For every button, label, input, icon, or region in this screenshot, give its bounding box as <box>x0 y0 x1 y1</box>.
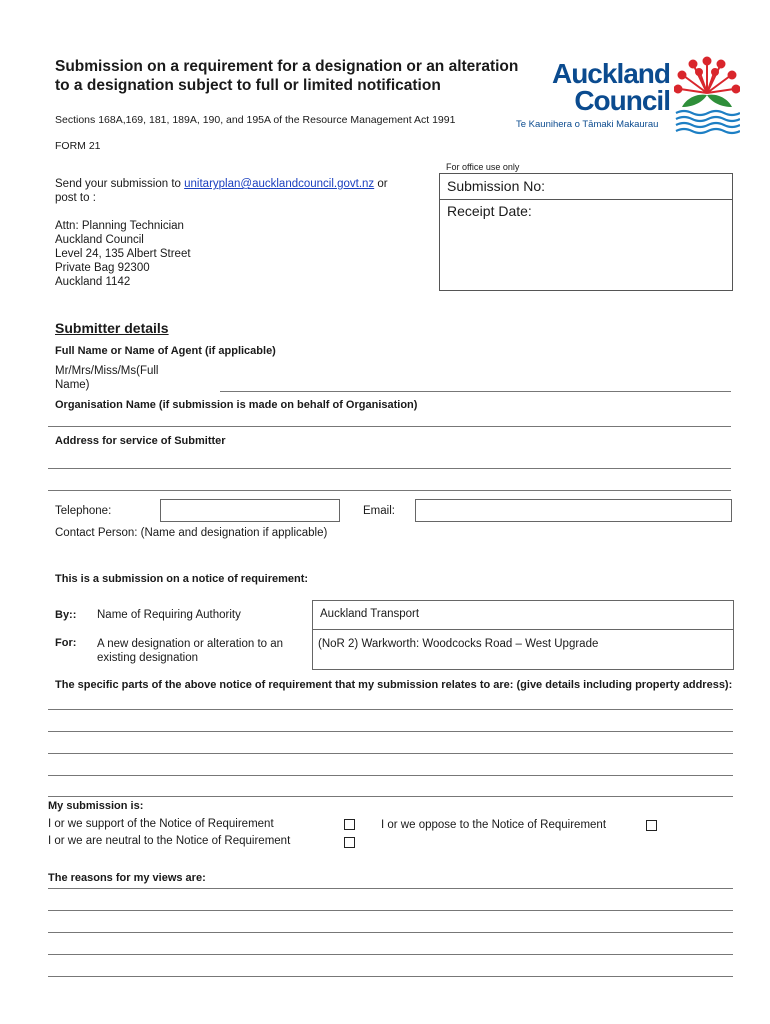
submission-no-label: Submission No: <box>447 178 546 194</box>
address-line: Private Bag 92300 <box>55 262 150 274</box>
notice-heading: This is a submission on a notice of requirement: <box>55 573 309 585</box>
form-title: Submission on a requirement for a designation or an alteration to a designation subject to full or limited notification <box>55 58 519 94</box>
reasons-heading: The reasons for my views are: <box>48 872 206 884</box>
telephone-input[interactable] <box>160 499 340 522</box>
specific-parts-line[interactable] <box>48 731 733 732</box>
submitter-details-heading: Submitter details <box>55 320 169 336</box>
form-number: FORM 21 <box>55 140 101 152</box>
full-name-label: Full Name or Name of Agent (if applicable) <box>55 345 276 357</box>
address-line: Auckland 1142 <box>55 276 131 288</box>
specific-parts-line[interactable] <box>48 709 733 710</box>
submission-email-link[interactable]: unitaryplan@aucklandcouncil.govt.nz <box>184 178 375 190</box>
office-use-label: For office use only <box>446 162 520 172</box>
oppose-checkbox[interactable] <box>646 820 657 831</box>
send-suffix: or <box>377 178 388 190</box>
address-line: Attn: Planning Technician <box>55 220 184 232</box>
by-label: By:: <box>55 609 77 621</box>
support-checkbox[interactable] <box>344 819 355 830</box>
reasons-line[interactable] <box>48 888 733 889</box>
organisation-input-line[interactable] <box>48 426 731 427</box>
send-prefix: Send your submission to <box>55 178 181 190</box>
specific-parts-label: The specific parts of the above notice of requirement that my submission relates to are: (give details including property address): <box>55 679 733 691</box>
council-logo-wordmark <box>520 60 670 114</box>
address-line: Level 24, 135 Albert Street <box>55 248 191 260</box>
address-input-line[interactable] <box>48 490 731 491</box>
postal-address <box>55 219 191 289</box>
specific-parts-line[interactable] <box>48 796 733 797</box>
for-description: A new designation or alteration to an existing designation <box>97 638 284 664</box>
form-subtitle: Sections 168A,169, 181, 189A, 190, and 195A of the Resource Management Act 1991 <box>55 114 456 126</box>
requiring-authority-value: Auckland Transport <box>320 608 420 620</box>
salutation-label: Mr/Mrs/Miss/Ms(Full Name) <box>55 365 159 391</box>
telephone-label: Telephone: <box>55 505 112 517</box>
specific-parts-line[interactable] <box>48 753 733 754</box>
send-instructions <box>55 177 440 205</box>
reasons-line[interactable] <box>48 954 733 955</box>
email-label: Email: <box>363 505 395 517</box>
reasons-line[interactable] <box>48 976 733 977</box>
address-line: Auckland Council <box>55 234 144 246</box>
email-input[interactable] <box>415 499 732 522</box>
contact-person-label: Contact Person: (Name and designation if applicable) <box>55 527 328 539</box>
full-name-input-line[interactable] <box>220 391 731 392</box>
address-for-service-label: Address for service of Submitter <box>55 435 226 447</box>
for-label: For: <box>55 637 77 649</box>
logo-tagline: Te Kaunihera o Tāmaki Makaurau <box>516 119 659 130</box>
logo-line-2: Council <box>574 85 670 116</box>
neutral-label: I or we are neutral to the Notice of Requirement <box>48 835 291 847</box>
my-submission-heading: My submission is: <box>48 800 144 812</box>
office-use-divider <box>439 199 733 200</box>
support-label: I or we support of the Notice of Requirement <box>48 818 274 830</box>
post-line: post to : <box>55 192 96 204</box>
oppose-label: I or we oppose to the Notice of Requirement <box>381 819 607 831</box>
designation-value: (NoR 2) Warkworth: Woodcocks Road – West Upgrade <box>318 638 599 650</box>
pohutukawa-flower-icon <box>674 55 740 135</box>
reasons-line[interactable] <box>48 932 733 933</box>
organisation-label: Organisation Name (if submission is made on behalf of Organisation) <box>55 399 418 411</box>
logo-line-1: Auckland <box>551 58 670 89</box>
specific-parts-line[interactable] <box>48 775 733 776</box>
reasons-line[interactable] <box>48 910 733 911</box>
address-input-line[interactable] <box>48 468 731 469</box>
receipt-date-label: Receipt Date: <box>447 203 532 219</box>
by-description: Name of Requiring Authority <box>97 609 241 621</box>
neutral-checkbox[interactable] <box>344 837 355 848</box>
